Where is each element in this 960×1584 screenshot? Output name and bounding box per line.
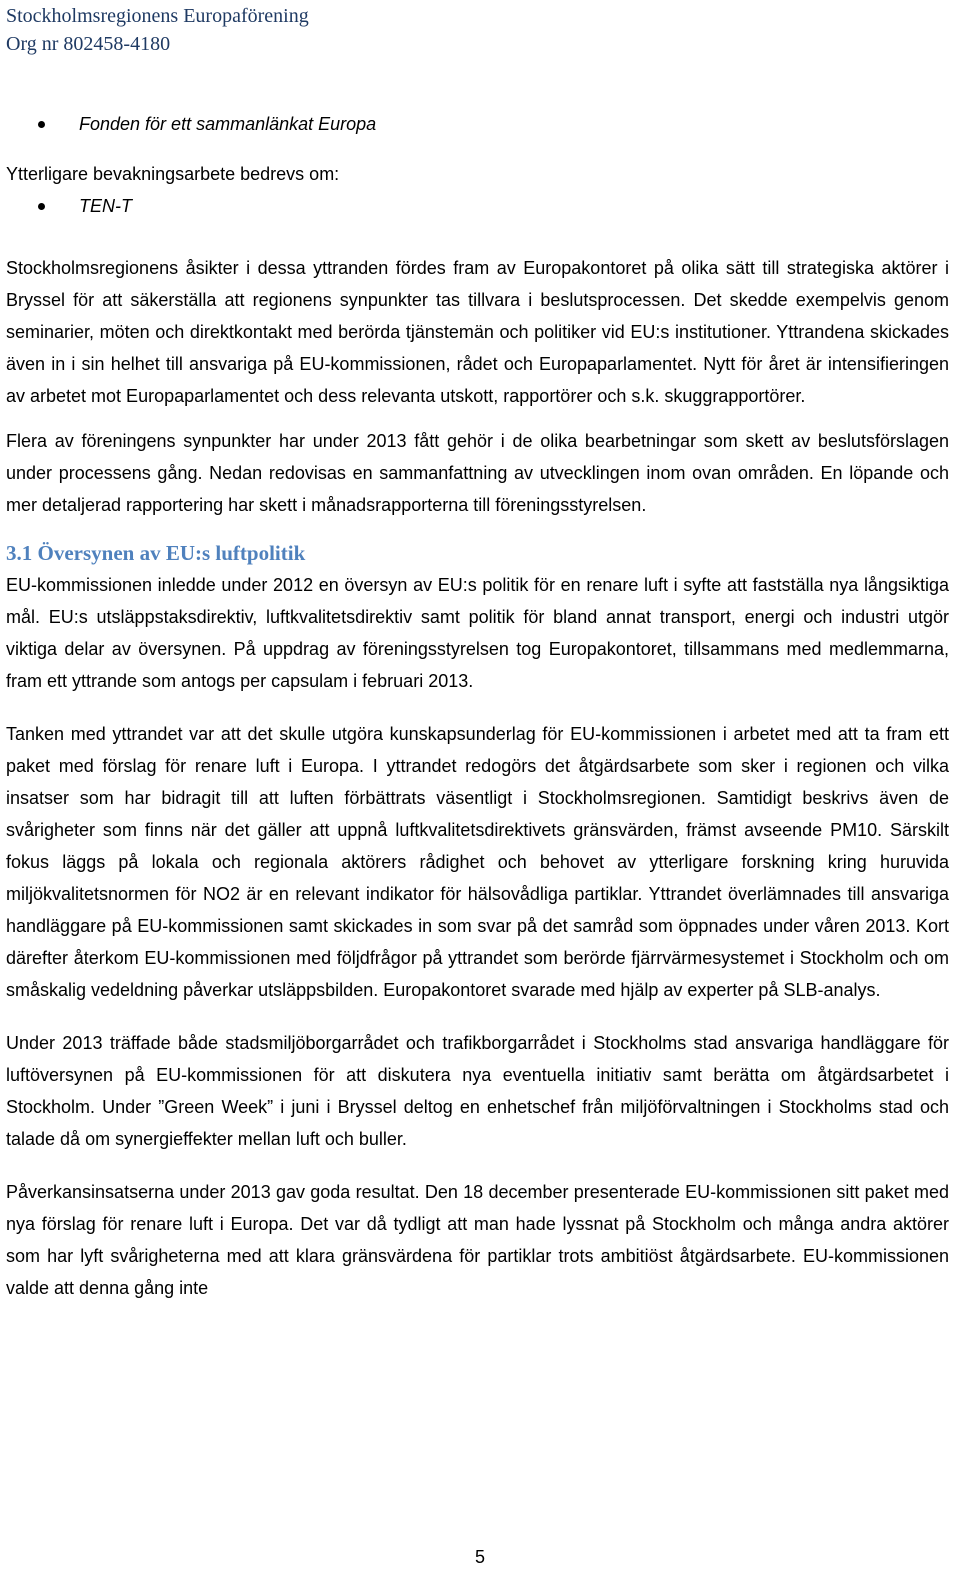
bullet-icon <box>38 203 45 210</box>
section-number: 3.1 <box>6 541 33 565</box>
paragraph: Flera av föreningens synpunkter har under 2013 fått gehör i de olika bearbetningar som skett av beslutsförslagen under processens gång. Nedan redovisas en sammanfattning av utvecklingen inom ovan områden. En löpande och mer detaljerad rapportering har skett i månadsrapporterna till föreningsstyrelsen. <box>6 431 949 515</box>
paragraph: EU-kommissionen inledde under 2012 en översyn av EU:s politik för en renare luft i syfte att fastställa nya långsiktiga mål. EU:s utsläppstaksdirektiv, luftkvalitetsdirektiv samt politik för bland annat transport, energi och industri utgör viktiga delar av översynen. På uppdrag av föreningsstyrelsen tog Europakontoret, tillsammans med medlemmarna, fram ett yttrande som antogs per capsulam i februari 2013. <box>6 575 949 691</box>
page-header <box>6 2 309 58</box>
bullet-list-1 <box>6 108 949 140</box>
page-number: 5 <box>474 1547 485 1567</box>
organization-name: Stockholmsregionens Europaförening <box>6 5 309 27</box>
paragraph: Stockholmsregionens åsikter i dessa yttranden fördes fram av Europakontoret på olika sätt till strategiska aktörer i Bryssel för att säkerställa att regionens synpunkter tas tillvara i beslutsprocessen. Det skedde exempelvis genom seminarier, möten och direktkontakt med berörda tjänstemän och politiker vid EU:s institutioner. Yttrandena skickades även in i sin helhet till ansvariga på EU-kommissionen, rådet och Europaparlamentet. Nytt för året är intensifieringen av arbetet mot Europaparlamentet och dess relevanta utskott, rapportörer och s.k. skuggrapportörer. <box>6 258 949 406</box>
bullet-icon <box>38 121 45 128</box>
paragraph: Under 2013 träffade både stadsmiljöborgarrådet och trafikborgarrådet i Stockholms stad ansvariga handläggare för luftöversynen på EU-kommissionen för att diskutera nya eventuella initiativ samt berätta om åtgärdsarbetet i Stockholm. Under ”Green Week” i juni i Bryssel deltog en enhetschef från miljöförvaltningen i Stockholms stad och talade då om synergieffekter mellan luft och buller. <box>6 1033 949 1149</box>
organization-number: Org nr 802458-4180 <box>6 33 171 55</box>
document-body <box>6 108 949 1304</box>
list-item-text: TEN-T <box>79 196 132 216</box>
list-item <box>6 190 949 222</box>
intro-line: Ytterligare bevakningsarbete bedrevs om: <box>6 164 340 184</box>
section-heading <box>6 537 949 569</box>
list-item <box>6 108 949 140</box>
paragraph: Tanken med yttrandet var att det skulle utgöra kunskapsunderlag för EU-kommissionen i arbetet med att ta fram ett paket med förslag för renare luft i Europa. I yttrandet redogörs det åtgärdsarbete som sker i regionen och vilka insatser som har bidragit till att luften förbättrats väsentligt i Stockholmsregionen. Samtidigt beskrivs även de svårigheter som finns när det gäller att uppnå luftkvalitetsdirektivets gränsvärden, främst avseende PM10. Särskilt fokus läggs på lokala och regionala aktörers rådighet och behovet av ytterligare forskning kring huruvida miljökvalitetsnormen för NO2 är en relevant indikator för hälsovådliga partiklar. Yttrandet överlämnades till ansvariga handläggare på EU-kommissionen samt skickades in som svar på det samråd som öppnades under våren 2013. Kort därefter återkom EU-kommissionen med följdfrågor på yttrandet som berörde fjärrvärmesystemet i Stockholm och om småskalig vedeldning påverkar utsläppsbilden. Europakontoret svarade med hjälp av experter på SLB-analys. <box>6 724 949 1000</box>
section-title: Översynen av EU:s luftpolitik <box>37 541 306 565</box>
list-item-text: Fonden för ett sammanlänkat Europa <box>79 114 377 134</box>
paragraph: Påverkansinsatserna under 2013 gav goda resultat. Den 18 december presenterade EU-kommissionen sitt paket med nya förslag för renare luft i Europa. Det var då tydligt att man hade lyssnat på Stockholm och många andra aktörer som har lyft svårigheterna med att klara gränsvärdena för partiklar trots ambitiöst åtgärdsarbete. EU-kommissionen valde att denna gång inte <box>6 1182 949 1298</box>
bullet-list-2 <box>6 190 949 222</box>
